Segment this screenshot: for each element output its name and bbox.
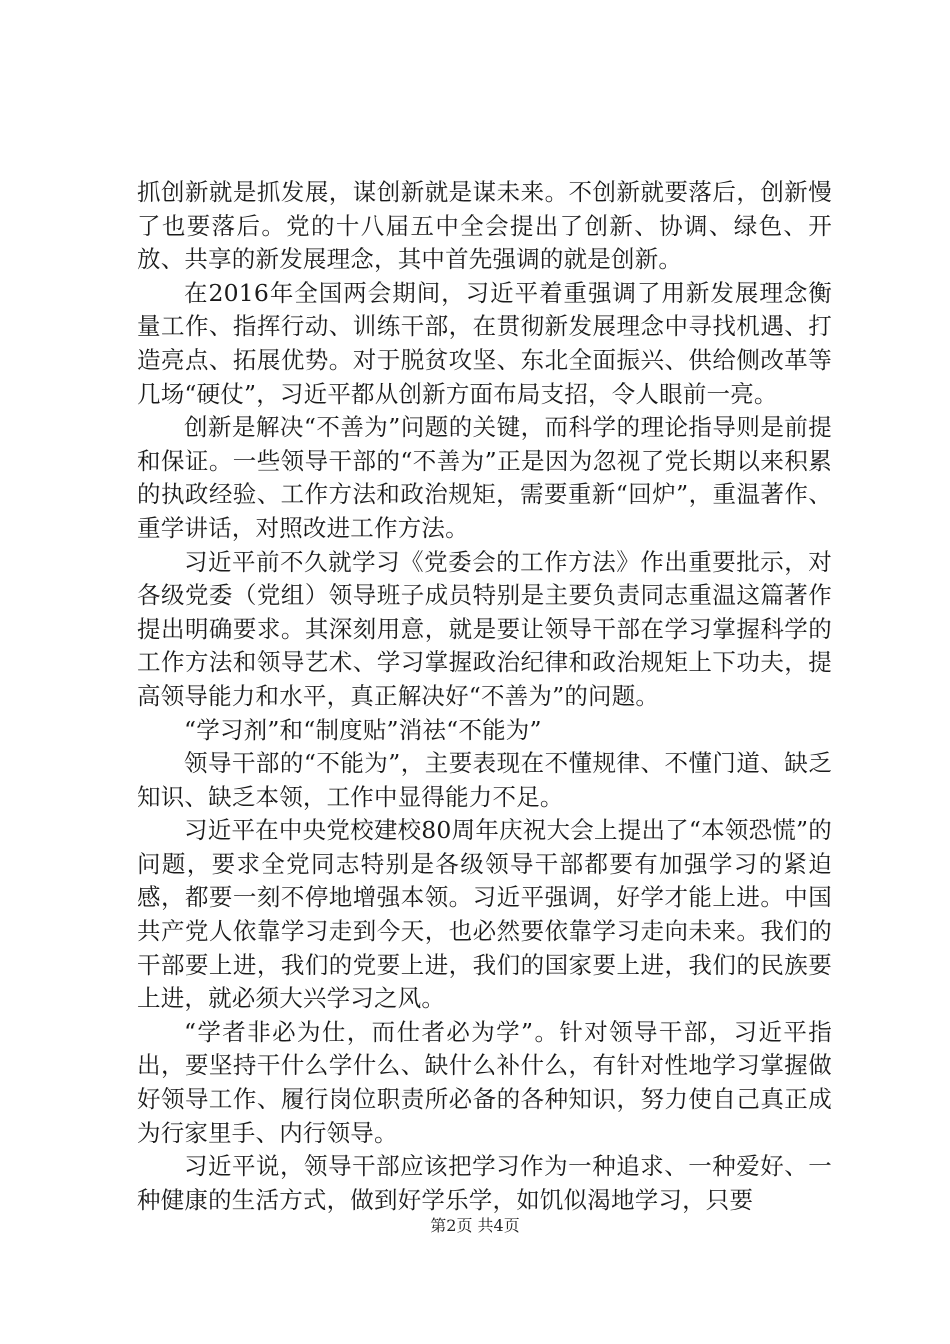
- paragraph-2: 在2016年全国两会期间，习近平着重强调了用新发展理念衡量工作、指挥行动、训练干部，在贯彻新发展理念中寻找机遇、打造亮点、拓展优势。对于脱贫攻坚、东北全面振兴、供给侧改革等几场“硬仗”，习近平都从创新方面布局支招，令人眼前一亮。: [137, 278, 832, 408]
- paragraph-6: 习近平在中央党校建校80周年庆祝大会上提出了“本领恐慌”的问题，要求全党同志特别是各级领导干部都要有加强学习的紧迫感，都要一刻不停地增强本领。习近平强调，好学才能上进。中国共产党人依靠学习走到今天，也必然要依靠学习走向未来。我们的干部要上进，我们的党要上进，我们的国家要上进，我们的民族要上进，就必须大兴学习之风。: [137, 816, 832, 1013]
- page-footer: 第2页 共4页: [430, 1216, 520, 1235]
- paragraph-1: 抓创新就是抓发展，谋创新就是谋未来。不创新就要落后，创新慢了也要落后。党的十八届五中全会提出了创新、协调、绿色、开放、共享的新发展理念，其中首先强调的就是创新。: [137, 178, 832, 274]
- paragraph-8: 习近平说，领导干部应该把学习作为一种追求、一种爱好、一种健康的生活方式，做到好学乐学，如饥似渴地学习，只要: [137, 1152, 832, 1214]
- paragraph-7: “学者非必为仕，而仕者必为学”。针对领导干部，习近平指出，要坚持干什么学什么、缺什么补什么，有针对性地学习掌握做好领导工作、履行岗位职责所必备的各种知识，努力使自己真正成为行家里手、内行领导。: [137, 1017, 832, 1147]
- section-heading: “学习剂”和“制度贴”消祛“不能为”: [184, 715, 542, 744]
- paragraph-4: 习近平前不久就学习《党委会的工作方法》作出重要批示，对各级党委（党组）领导班子成员特别是主要负责同志重温这篇著作提出明确要求。其深刻用意，就是要让领导干部在学习掌握科学的工作方法和领导艺术、学习掌握政治纪律和政治规矩上下功夫，提高领导能力和水平，真正解决好“不善为”的问题。: [137, 547, 832, 710]
- paragraph-3: 创新是解决“不善为”问题的关键，而科学的理论指导则是前提和保证。一些领导干部的“不善为”正是因为忽视了党长期以来积累的执政经验、工作方法和政治规矩，需要重新“回炉”，重温著作、重学讲话，对照改进工作方法。: [137, 413, 832, 542]
- document-body: [137, 176, 832, 1217]
- paragraph-5: 领导干部的“不能为”，主要表现在不懂规律、不懂门道、缺乏知识、缺乏本领，工作中显得能力不足。: [137, 749, 832, 811]
